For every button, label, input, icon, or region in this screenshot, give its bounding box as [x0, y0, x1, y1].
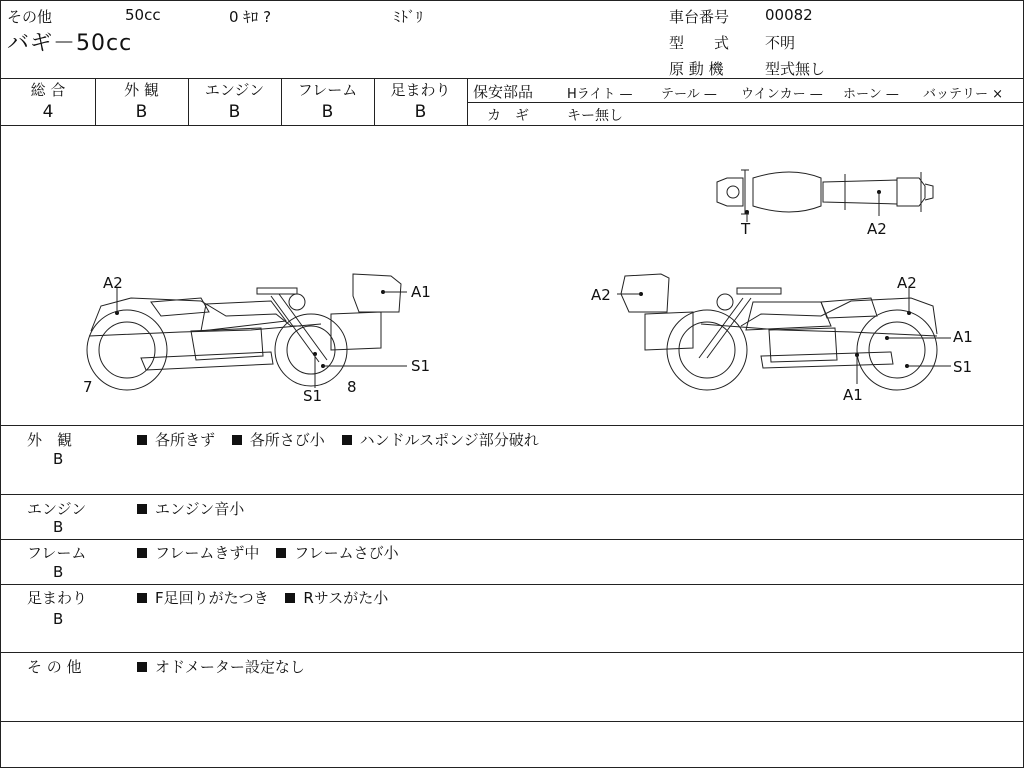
safety-label: 保安部品	[473, 83, 534, 101]
grade-label: エンジン	[204, 81, 265, 99]
section-grade: B	[53, 450, 64, 468]
divider	[1, 494, 1023, 495]
grade-engine	[188, 79, 281, 125]
section-label: エンジン	[27, 500, 87, 518]
damage-item	[137, 658, 305, 676]
diagram-label-a2: A2	[103, 274, 123, 292]
mileage: 0 ｷﾛ ?	[229, 8, 272, 26]
bullet-square-icon	[137, 548, 147, 558]
diagram-label-a2: A2	[591, 286, 611, 304]
safety-item-battery	[923, 83, 1003, 102]
section-items	[137, 542, 411, 563]
damage-diagram	[1, 126, 1023, 425]
diagram-label-s1: S1	[953, 358, 973, 376]
grade-value: 4	[42, 102, 54, 122]
safety-item-horn	[843, 83, 899, 102]
damage-item	[342, 431, 539, 449]
frame-number: 00082	[765, 6, 813, 24]
safety-item-value: —	[703, 87, 717, 102]
grade-value: B	[414, 102, 427, 122]
damage-item	[285, 589, 388, 607]
safety-item-value: —	[619, 87, 633, 102]
grade-frame	[281, 79, 374, 125]
motorcycle-top-view	[717, 170, 933, 222]
key-label: カ ギ	[487, 108, 529, 124]
divider	[1, 539, 1023, 540]
bullet-square-icon	[285, 593, 295, 603]
section-items	[137, 587, 400, 608]
damage-item-text: 各所きず	[155, 431, 216, 449]
diagram-label-8: 8	[347, 378, 357, 396]
damage-item	[232, 431, 325, 449]
section-label: 外 観	[27, 431, 73, 449]
section-label: フレーム	[27, 544, 87, 562]
damage-item	[137, 589, 269, 607]
damage-item-text: 各所さび小	[249, 431, 325, 449]
diagram-label-a2: A2	[897, 274, 917, 292]
grade-value: B	[228, 102, 241, 122]
section-items	[137, 656, 317, 677]
divider	[1, 652, 1023, 653]
divider	[1, 584, 1023, 585]
safety-item-value: —	[809, 87, 823, 102]
diagram-label-t: T	[741, 220, 751, 238]
bullet-square-icon	[276, 548, 286, 558]
safety-item-name: テール	[661, 87, 700, 102]
section-grade: B	[53, 563, 64, 581]
grade-label: 足まわり	[390, 81, 451, 99]
grade-label: 外 観	[124, 81, 159, 99]
grade-suspension	[374, 79, 467, 125]
diagram-label-s1: S1	[411, 357, 431, 375]
safety-item-name: ホーン	[843, 87, 882, 102]
grade-label: 総 合	[30, 81, 66, 99]
damage-item	[137, 500, 244, 518]
diagram-label-a1: A1	[843, 386, 863, 404]
color: ﾐﾄﾞﾘ	[393, 8, 424, 26]
section-label: そ の 他	[27, 658, 82, 676]
safety-item-headlight	[567, 83, 633, 102]
damage-item-text: エンジン音小	[155, 500, 245, 518]
bullet-square-icon	[137, 593, 147, 603]
model-type: 不明	[765, 34, 796, 52]
diagram-label-a1: A1	[953, 328, 973, 346]
divider	[1, 425, 1023, 426]
bullet-square-icon	[137, 435, 147, 445]
engine-type-label: 原 動 機	[669, 60, 724, 78]
engine-type: 型式無し	[765, 60, 826, 78]
frame-number-label: 車台番号	[669, 8, 730, 26]
key-value: キー無し	[567, 108, 623, 124]
model-type-label: 型 式	[669, 34, 730, 52]
diagram-label-a1: A1	[411, 283, 431, 301]
section-grade: B	[53, 610, 64, 628]
safety-item-name: Hライト	[567, 87, 616, 102]
grade-label: フレーム	[297, 81, 358, 99]
category: その他	[7, 8, 53, 26]
model-name: バギ－50cc	[7, 31, 133, 56]
safety-item-value: —	[885, 87, 899, 102]
safety-item-winker	[741, 83, 823, 102]
diagram-label-s1: S1	[303, 387, 323, 405]
grade-value: B	[321, 102, 334, 122]
safety-item-value: ×	[992, 87, 1004, 102]
bullet-square-icon	[232, 435, 242, 445]
safety-item-name: バッテリー	[923, 87, 989, 102]
diagram-label-a2: A2	[867, 220, 887, 238]
diagram-label-7: 7	[83, 378, 93, 396]
section-grade: B	[53, 518, 64, 536]
damage-item	[276, 544, 398, 562]
grade-value: B	[135, 102, 148, 122]
section-items	[137, 429, 551, 450]
bullet-square-icon	[137, 662, 147, 672]
safety-item-taillight	[661, 83, 717, 102]
bullet-square-icon	[342, 435, 352, 445]
displacement: 50cc	[125, 6, 161, 24]
section-items	[137, 498, 256, 519]
damage-item-text: ハンドルスポンジ部分破れ	[359, 431, 539, 449]
damage-item-text: フレームきず中	[155, 544, 260, 562]
damage-item	[137, 431, 215, 449]
damage-item-text: Rサスがた小	[303, 589, 389, 607]
damage-item-text: フレームさび小	[294, 544, 399, 562]
section-label: 足まわり	[27, 589, 88, 607]
bullet-square-icon	[137, 504, 147, 514]
divider	[1, 721, 1023, 722]
grade-overall	[1, 79, 95, 125]
damage-item-text: F足回りがたつき	[155, 589, 269, 607]
safety-item-name: ウインカー	[741, 87, 806, 102]
damage-item-text: オドメーター設定なし	[155, 658, 305, 676]
motorcycle-left-view	[87, 274, 407, 390]
divider	[467, 102, 1023, 103]
damage-item	[137, 544, 259, 562]
grade-exterior	[95, 79, 188, 125]
